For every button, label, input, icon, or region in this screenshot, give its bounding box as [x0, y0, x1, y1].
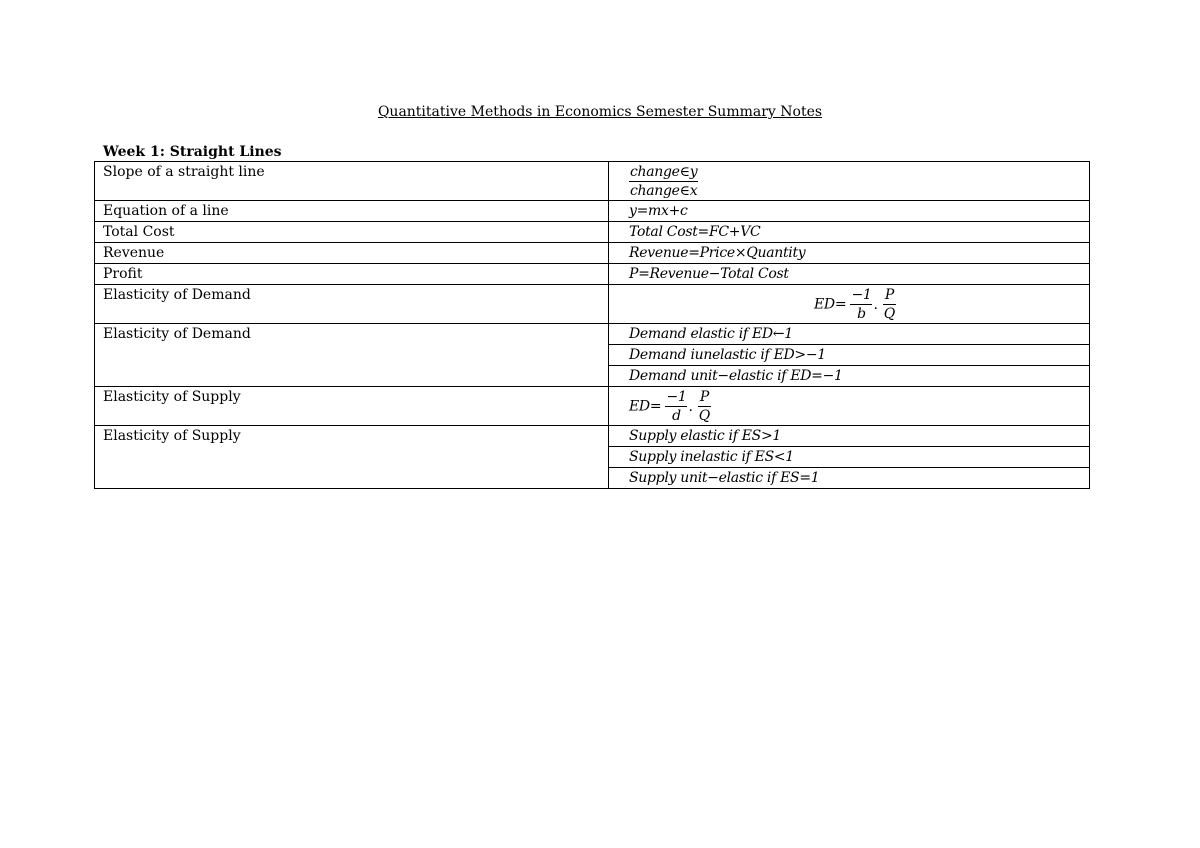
fraction-denominator: Q — [698, 408, 710, 424]
fraction-denominator: Q — [883, 306, 895, 322]
formula-cell: Supply unit−elastic if ES=1 — [609, 468, 1090, 489]
formula-cell: Supply elastic if ES>1 — [609, 426, 1090, 447]
formula-cell — [609, 285, 1090, 324]
formula-cell: y=mx+c — [609, 201, 1090, 222]
formula-cell: Revenue=Price×Quantity — [609, 243, 1090, 264]
formula-cell: Demand elastic if ED←1 — [609, 324, 1090, 345]
fraction — [665, 388, 687, 425]
row-label: Profit — [95, 264, 609, 285]
table-row — [95, 264, 1090, 285]
formula-cell: Demand unit−elastic if ED=−1 — [609, 366, 1090, 387]
table-row — [95, 243, 1090, 264]
formula-cell: Total Cost=FC+VC — [609, 222, 1090, 243]
formula-cell: Supply inelastic if ES<1 — [609, 447, 1090, 468]
fraction-numerator: P — [698, 388, 711, 407]
table-row — [95, 387, 1090, 426]
row-label: Slope of a straight line — [95, 162, 609, 201]
table-row — [95, 324, 1090, 345]
table-row — [95, 426, 1090, 447]
formula-lhs: ED= — [814, 296, 847, 313]
fraction-denominator: d — [672, 408, 681, 424]
slope-fraction — [629, 163, 698, 200]
dot-operator: . — [688, 398, 693, 415]
table-row — [95, 162, 1090, 201]
formula-table — [94, 161, 1090, 489]
row-label: Total Cost — [95, 222, 609, 243]
row-label: Elasticity of Demand — [95, 324, 609, 387]
fraction-numerator: change∈y — [630, 164, 698, 180]
table-row — [95, 222, 1090, 243]
formula-cell — [609, 162, 1090, 201]
fraction-numerator: P — [883, 286, 896, 305]
fraction-denominator: change∈x — [630, 183, 698, 199]
formula-cell — [609, 387, 1090, 426]
formula-lhs: ED= — [629, 398, 662, 415]
row-label: Equation of a line — [95, 201, 609, 222]
row-label: Revenue — [95, 243, 609, 264]
section-heading: Week 1: Straight Lines — [103, 144, 282, 160]
formula-cell: Demand iunelastic if ED>−1 — [609, 345, 1090, 366]
row-label: Elasticity of Supply — [95, 387, 609, 426]
fraction — [883, 286, 896, 323]
row-label: Elasticity of Supply — [95, 426, 609, 489]
dot-operator: . — [873, 296, 878, 313]
formula-cell: P=Revenue−Total Cost — [609, 264, 1090, 285]
fraction-numerator: −1 — [851, 287, 872, 303]
fraction-numerator: −1 — [666, 389, 687, 405]
row-label: Elasticity of Demand — [95, 285, 609, 324]
document-title: Quantitative Methods in Economics Semester Summary Notes — [377, 104, 823, 120]
fraction — [698, 388, 711, 425]
table-row — [95, 285, 1090, 324]
fraction — [850, 286, 872, 323]
table-row — [95, 201, 1090, 222]
fraction-denominator: b — [857, 306, 866, 322]
